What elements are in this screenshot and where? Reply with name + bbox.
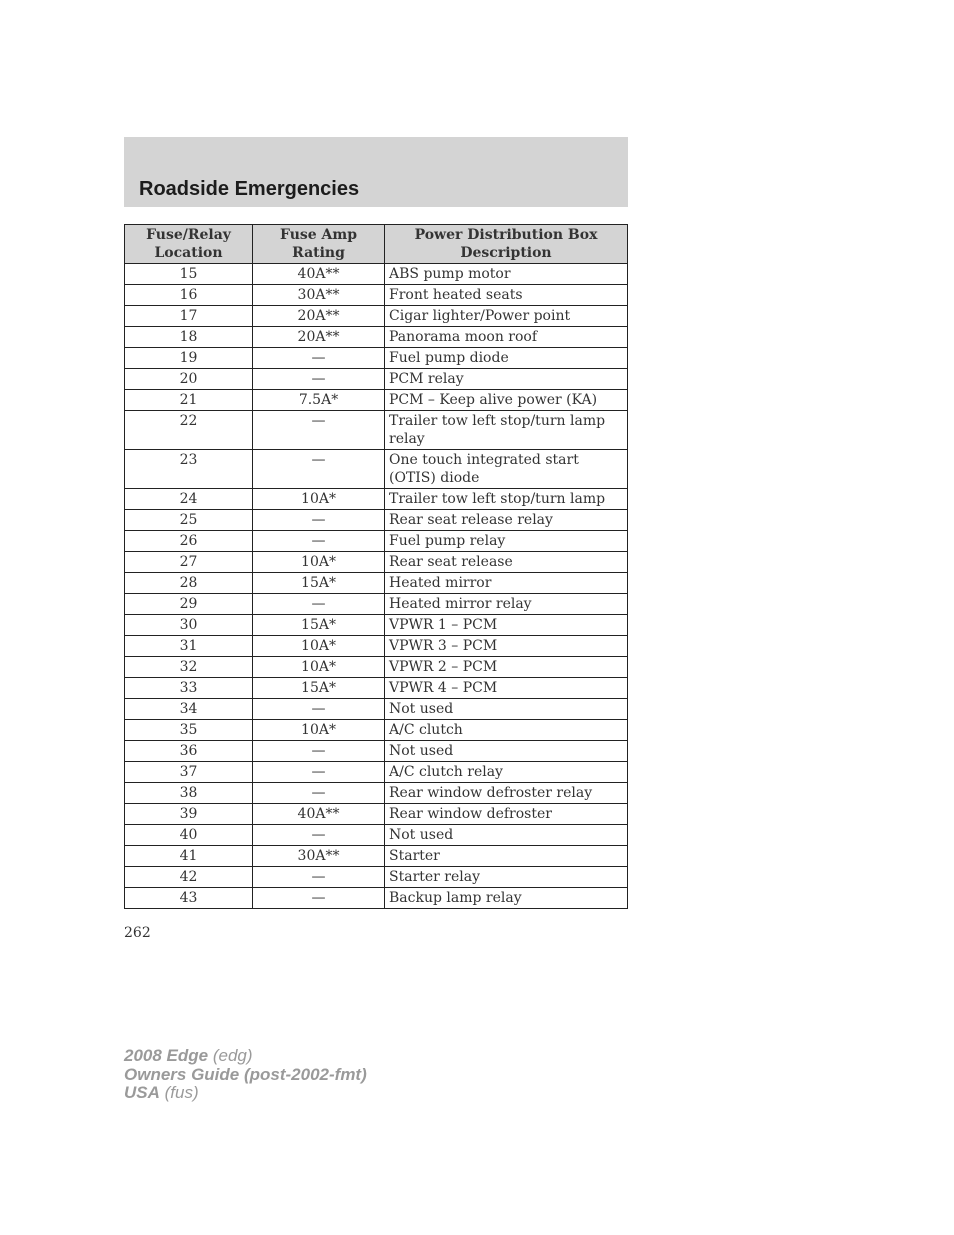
fuse-table-header [125, 225, 628, 264]
fuse-description-cell: VPWR 4 – PCM [385, 678, 628, 699]
fuse-location-cell: 39 [125, 804, 253, 825]
table-row [125, 888, 628, 909]
fuse-rating-cell: 20A** [253, 327, 385, 348]
fuse-description-cell: Trailer tow left stop/turn lamp [385, 489, 628, 510]
fuse-description-cell: Rear window defroster relay [385, 783, 628, 804]
fuse-location-cell: 21 [125, 390, 253, 411]
table-row [125, 636, 628, 657]
fuse-rating-cell: 7.5A* [253, 390, 385, 411]
fuse-description-cell: Not used [385, 699, 628, 720]
table-row [125, 762, 628, 783]
fuse-location-cell: 42 [125, 867, 253, 888]
table-row [125, 594, 628, 615]
fuse-location-cell: 25 [125, 510, 253, 531]
document-footer [124, 1047, 367, 1103]
fuse-location-cell: 32 [125, 657, 253, 678]
page-number: 262 [124, 925, 151, 941]
fuse-location-cell: 18 [125, 327, 253, 348]
fuse-location-cell: 31 [125, 636, 253, 657]
fuse-description-cell: Fuel pump diode [385, 348, 628, 369]
fuse-description-cell: VPWR 2 – PCM [385, 657, 628, 678]
column-header-location: Fuse/Relay Location [125, 225, 253, 264]
table-row [125, 825, 628, 846]
fuse-location-cell: 36 [125, 741, 253, 762]
fuse-description-cell: Heated mirror [385, 573, 628, 594]
fuse-description-cell: Starter relay [385, 867, 628, 888]
fuse-rating-cell: — [253, 699, 385, 720]
fuse-rating-cell: 30A** [253, 285, 385, 306]
fuse-rating-cell: — [253, 411, 385, 450]
table-row [125, 678, 628, 699]
table-row [125, 783, 628, 804]
fuse-rating-cell: — [253, 348, 385, 369]
column-header-description: Power Distribution Box Description [385, 225, 628, 264]
fuse-rating-cell: — [253, 450, 385, 489]
table-row [125, 411, 628, 450]
fuse-description-cell: One touch integrated start (OTIS) diode [385, 450, 628, 489]
fuse-rating-cell: 10A* [253, 636, 385, 657]
fuse-location-cell: 40 [125, 825, 253, 846]
fuse-description-cell: Cigar lighter/Power point [385, 306, 628, 327]
fuse-location-cell: 17 [125, 306, 253, 327]
fuse-description-cell: VPWR 1 – PCM [385, 615, 628, 636]
fuse-rating-cell: 20A** [253, 306, 385, 327]
fuse-location-cell: 34 [125, 699, 253, 720]
table-row [125, 510, 628, 531]
fuse-location-cell: 35 [125, 720, 253, 741]
fuse-rating-cell: — [253, 825, 385, 846]
fuse-location-cell: 43 [125, 888, 253, 909]
table-row [125, 306, 628, 327]
fuse-rating-cell: — [253, 510, 385, 531]
fuse-rating-cell: 30A** [253, 846, 385, 867]
section-header-band [124, 137, 628, 207]
fuse-description-cell: PCM – Keep alive power (KA) [385, 390, 628, 411]
fuse-rating-cell: 40A** [253, 264, 385, 285]
fuse-description-cell: A/C clutch relay [385, 762, 628, 783]
fuse-location-cell: 24 [125, 489, 253, 510]
table-row [125, 720, 628, 741]
fuse-description-cell: Rear seat release relay [385, 510, 628, 531]
table-row [125, 552, 628, 573]
fuse-description-cell: Starter [385, 846, 628, 867]
footer-line-guide: Owners Guide (post-2002-fmt) [124, 1064, 367, 1084]
fuse-description-cell: Rear window defroster [385, 804, 628, 825]
fuse-rating-cell: — [253, 888, 385, 909]
fuse-rating-cell: 15A* [253, 678, 385, 699]
fuse-location-cell: 28 [125, 573, 253, 594]
table-row [125, 846, 628, 867]
fuse-description-cell: Heated mirror relay [385, 594, 628, 615]
fuse-rating-cell: 10A* [253, 657, 385, 678]
fuse-rating-cell: — [253, 783, 385, 804]
fuse-description-cell: PCM relay [385, 369, 628, 390]
table-row [125, 741, 628, 762]
section-title: Roadside Emergencies [139, 178, 360, 200]
fuse-location-cell: 26 [125, 531, 253, 552]
table-row [125, 348, 628, 369]
table-row [125, 804, 628, 825]
fuse-description-cell: Fuel pump relay [385, 531, 628, 552]
fuse-rating-cell: 10A* [253, 489, 385, 510]
fuse-location-cell: 23 [125, 450, 253, 489]
fuse-description-cell: Rear seat release [385, 552, 628, 573]
fuse-location-cell: 38 [125, 783, 253, 804]
fuse-rating-cell: 15A* [253, 573, 385, 594]
table-row [125, 657, 628, 678]
table-row [125, 327, 628, 348]
fuse-description-cell: Not used [385, 741, 628, 762]
fuse-rating-cell: 15A* [253, 615, 385, 636]
table-row [125, 489, 628, 510]
fuse-location-cell: 37 [125, 762, 253, 783]
fuse-description-cell: Trailer tow left stop/turn lamp relay [385, 411, 628, 450]
table-row [125, 573, 628, 594]
fuse-rating-cell: — [253, 741, 385, 762]
table-row [125, 369, 628, 390]
fuse-description-cell: Panorama moon roof [385, 327, 628, 348]
fuse-rating-cell: 10A* [253, 720, 385, 741]
fuse-description-cell: Backup lamp relay [385, 888, 628, 909]
fuse-location-cell: 33 [125, 678, 253, 699]
fuse-rating-cell: — [253, 762, 385, 783]
table-row [125, 264, 628, 285]
fuse-rating-cell: — [253, 867, 385, 888]
table-row [125, 390, 628, 411]
footer-line-region: USA (fus) [124, 1083, 199, 1102]
fuse-location-cell: 30 [125, 615, 253, 636]
table-row [125, 699, 628, 720]
table-row [125, 615, 628, 636]
fuse-location-cell: 27 [125, 552, 253, 573]
fuse-rating-cell: — [253, 531, 385, 552]
fuse-table [124, 224, 628, 909]
fuse-description-cell: A/C clutch [385, 720, 628, 741]
fuse-location-cell: 22 [125, 411, 253, 450]
fuse-table-body [125, 264, 628, 909]
fuse-description-cell: ABS pump motor [385, 264, 628, 285]
table-row [125, 531, 628, 552]
fuse-rating-cell: — [253, 369, 385, 390]
fuse-location-cell: 20 [125, 369, 253, 390]
table-row [125, 285, 628, 306]
fuse-description-cell: Not used [385, 825, 628, 846]
fuse-location-cell: 19 [125, 348, 253, 369]
fuse-rating-cell: 10A* [253, 552, 385, 573]
fuse-location-cell: 15 [125, 264, 253, 285]
table-row [125, 450, 628, 489]
column-header-rating: Fuse Amp Rating [253, 225, 385, 264]
fuse-location-cell: 29 [125, 594, 253, 615]
fuse-description-cell: VPWR 3 – PCM [385, 636, 628, 657]
table-row [125, 867, 628, 888]
footer-line-model: 2008 Edge (edg) [124, 1046, 253, 1065]
fuse-location-cell: 16 [125, 285, 253, 306]
fuse-location-cell: 41 [125, 846, 253, 867]
fuse-rating-cell: 40A** [253, 804, 385, 825]
fuse-description-cell: Front heated seats [385, 285, 628, 306]
fuse-rating-cell: — [253, 594, 385, 615]
